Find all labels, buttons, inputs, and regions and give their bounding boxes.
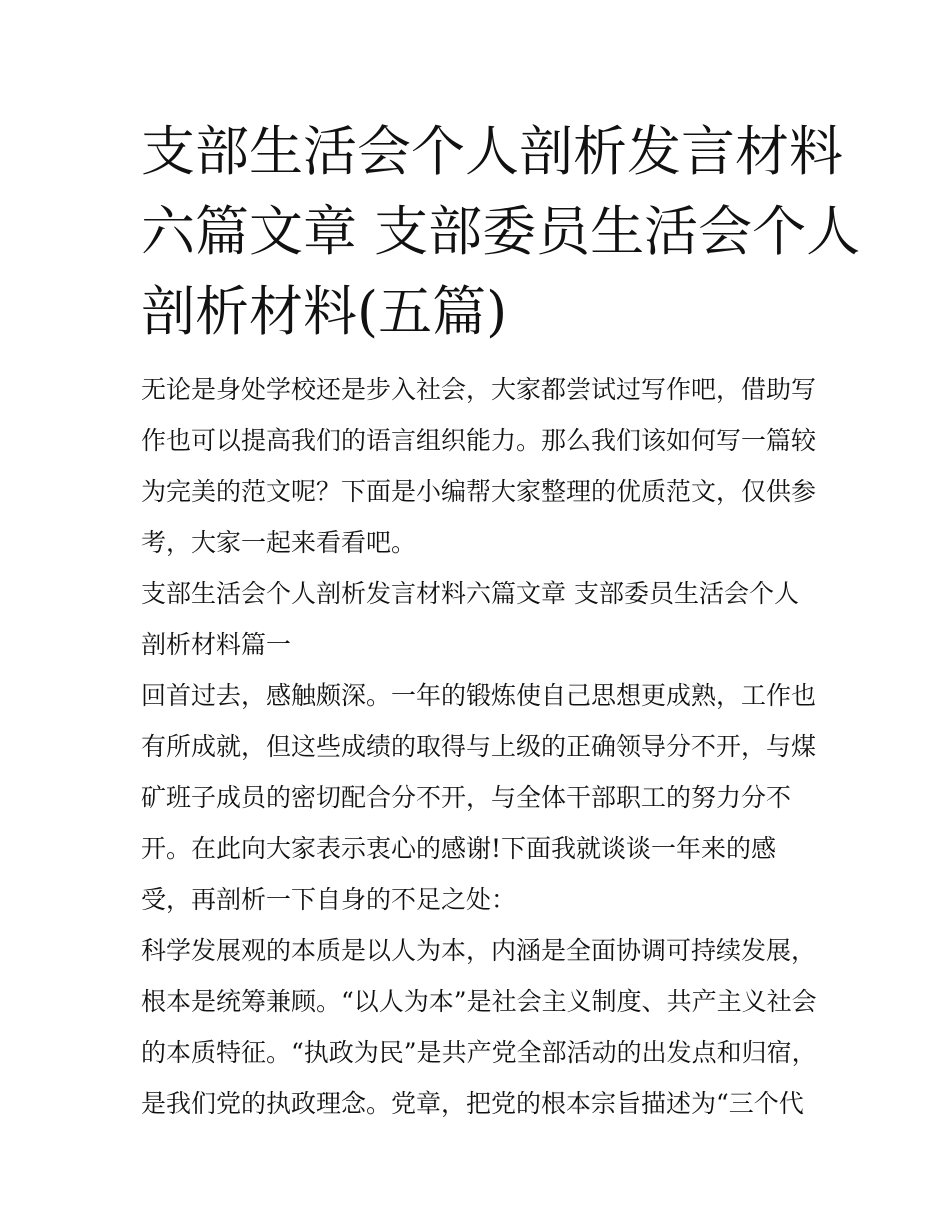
body-line: 回首过去，感触颇深。一年的锻炼使自己思想更成熟，工作也	[141, 681, 817, 710]
body-line: 矿班子成员的密切配合分不开，与全体干部职工的努力分不	[141, 783, 792, 812]
body-line: 受，再剖析一下自身的不足之处：	[141, 885, 517, 914]
body-line: 的本质特征。“执政为民”是共产党全部活动的出发点和归宿，	[141, 1038, 817, 1067]
title-line: 剖析材料(五篇)	[141, 280, 508, 343]
body-line: 考，大家一起来看看吧。	[141, 528, 417, 557]
body-line: 为完美的范文呢？下面是小编帮大家整理的优质范文，仅供参	[141, 477, 817, 506]
section-heading-line: 剖析材料篇一	[141, 630, 292, 659]
section-heading-line: 支部生活会个人剖析发言材料六篇文章 支部委员生活会个人	[141, 579, 799, 608]
body-line: 是我们党的执政理念。党章，把党的根本宗旨描述为“三个代	[141, 1089, 804, 1118]
document-page	[141, 112, 861, 1129]
body-line: 科学发展观的本质是以人为本，内涵是全面协调可持续发展，	[141, 936, 817, 965]
body-line: 作也可以提高我们的语言组织能力。那么我们该如何写一篇较	[141, 426, 817, 455]
title-line: 支部生活会个人剖析发言材料	[141, 120, 843, 183]
body-line: 开。在此向大家表示衷心的感谢!下面我就谈谈一年来的感	[141, 834, 777, 863]
document-title	[141, 112, 861, 352]
title-line: 六篇文章 支部委员生活会个人	[141, 200, 861, 263]
body-line: 无论是身处学校还是步入社会，大家都尝试过写作吧，借助写	[141, 375, 817, 404]
body-line: 有所成就，但这些成绩的取得与上级的正确领导分不开，与煤	[141, 732, 817, 761]
body-line: 根本是统筹兼顾。“以人为本”是社会主义制度、共产主义社会	[141, 987, 817, 1016]
document-body	[141, 364, 816, 1129]
